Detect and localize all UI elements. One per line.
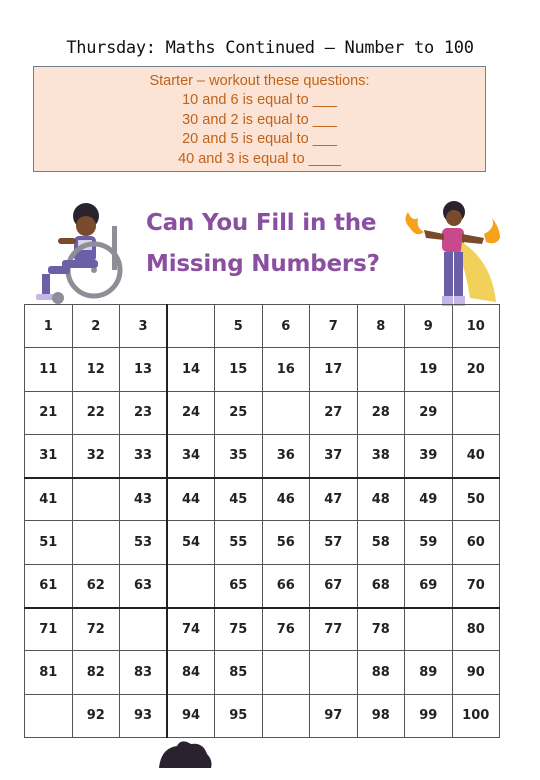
number-cell: 1 (25, 305, 73, 348)
number-cell: 7 (310, 305, 358, 348)
number-cell: 90 (452, 651, 500, 694)
number-cell: 10 (452, 305, 500, 348)
number-cell: 23 (120, 391, 168, 434)
missing-numbers-heading (146, 203, 406, 285)
number-cell: 41 (25, 478, 73, 521)
number-cell: 48 (357, 478, 405, 521)
blank-number-cell (262, 391, 310, 434)
number-cell: 82 (72, 651, 120, 694)
blank-number-cell (310, 651, 358, 694)
number-cell: 44 (167, 478, 215, 521)
number-cell: 43 (120, 478, 168, 521)
blank-number-cell (262, 694, 310, 737)
number-cell: 38 (357, 434, 405, 477)
number-cell: 68 (357, 564, 405, 607)
number-cell: 99 (405, 694, 453, 737)
number-cell: 39 (405, 434, 453, 477)
number-cell: 19 (405, 348, 453, 391)
number-cell: 56 (262, 521, 310, 564)
number-cell: 11 (25, 348, 73, 391)
number-cell: 24 (167, 391, 215, 434)
grid-row (25, 348, 500, 391)
number-cell: 46 (262, 478, 310, 521)
grid-row (25, 434, 500, 477)
number-cell: 55 (215, 521, 263, 564)
number-cell: 16 (262, 348, 310, 391)
blank-number-cell (72, 478, 120, 521)
number-cell: 72 (72, 608, 120, 651)
number-cell: 54 (167, 521, 215, 564)
number-cell: 6 (262, 305, 310, 348)
number-cell: 67 (310, 564, 358, 607)
starter-question-1: 10 and 6 is equal to ___ (182, 92, 337, 109)
number-cell: 9 (405, 305, 453, 348)
number-cell: 15 (215, 348, 263, 391)
number-cell: 49 (405, 478, 453, 521)
number-cell: 89 (405, 651, 453, 694)
number-cell: 78 (357, 608, 405, 651)
number-cell: 95 (215, 694, 263, 737)
number-cell: 28 (357, 391, 405, 434)
number-cell: 83 (120, 651, 168, 694)
number-cell: 8 (357, 305, 405, 348)
hundred-square (24, 304, 500, 738)
number-cell: 84 (167, 651, 215, 694)
number-cell: 60 (452, 521, 500, 564)
blank-number-cell (357, 348, 405, 391)
number-cell: 32 (72, 434, 120, 477)
number-cell: 80 (452, 608, 500, 651)
number-cell: 58 (357, 521, 405, 564)
number-cell: 35 (215, 434, 263, 477)
blank-number-cell (452, 391, 500, 434)
number-cell: 34 (167, 434, 215, 477)
starter-question-3: 20 and 5 is equal to ___ (182, 131, 337, 148)
blank-number-cell (72, 521, 120, 564)
number-cell: 77 (310, 608, 358, 651)
number-cell: 5 (215, 305, 263, 348)
heading-line-1: Can You Fill in the (146, 210, 377, 236)
number-cell: 88 (357, 651, 405, 694)
number-cell: 74 (167, 608, 215, 651)
blank-number-cell (25, 694, 73, 737)
grid-row (25, 608, 500, 651)
number-cell: 92 (72, 694, 120, 737)
number-cell: 25 (215, 391, 263, 434)
wheelchair-superhero-illustration (28, 200, 132, 308)
blank-number-cell (167, 564, 215, 607)
number-cell: 75 (215, 608, 263, 651)
number-cell: 20 (452, 348, 500, 391)
number-cell: 13 (120, 348, 168, 391)
number-cell: 71 (25, 608, 73, 651)
blank-number-cell (167, 305, 215, 348)
number-cell: 98 (357, 694, 405, 737)
blank-number-cell (405, 608, 453, 651)
number-cell: 40 (452, 434, 500, 477)
number-cell: 81 (25, 651, 73, 694)
number-cell: 45 (215, 478, 263, 521)
number-cell: 93 (120, 694, 168, 737)
number-cell: 53 (120, 521, 168, 564)
number-cell: 37 (310, 434, 358, 477)
number-cell: 70 (452, 564, 500, 607)
grid-row (25, 564, 500, 607)
number-cell: 66 (262, 564, 310, 607)
number-cell: 12 (72, 348, 120, 391)
starter-question-2: 30 and 2 is equal to ___ (182, 111, 337, 128)
number-cell: 36 (262, 434, 310, 477)
grid-row (25, 478, 500, 521)
blank-number-cell (262, 651, 310, 694)
number-cell: 50 (452, 478, 500, 521)
number-cell: 14 (167, 348, 215, 391)
grid-row (25, 521, 500, 564)
number-cell: 76 (262, 608, 310, 651)
heading-line-2: Missing Numbers? (146, 251, 380, 277)
number-cell: 94 (167, 694, 215, 737)
number-cell: 21 (25, 391, 73, 434)
grid-row (25, 651, 500, 694)
number-cell: 65 (215, 564, 263, 607)
number-cell: 59 (405, 521, 453, 564)
number-cell: 22 (72, 391, 120, 434)
grid-row (25, 305, 500, 348)
blank-number-cell (120, 608, 168, 651)
fire-superhero-illustration (400, 198, 504, 310)
number-cell: 63 (120, 564, 168, 607)
number-cell: 69 (405, 564, 453, 607)
number-cell: 97 (310, 694, 358, 737)
number-cell: 31 (25, 434, 73, 477)
number-cell: 29 (405, 391, 453, 434)
starter-box (33, 66, 486, 172)
number-cell: 33 (120, 434, 168, 477)
starter-question-4: 40 and 3 is equal to ____ (178, 150, 341, 167)
number-cell: 27 (310, 391, 358, 434)
starter-heading: Starter – workout these questions: (149, 73, 370, 89)
number-cell: 17 (310, 348, 358, 391)
number-cell: 57 (310, 521, 358, 564)
hair-illustration (155, 738, 215, 768)
grid-row (25, 391, 500, 434)
number-cell: 47 (310, 478, 358, 521)
number-cell: 51 (25, 521, 73, 564)
page-title: Thursday: Maths Continued – Number to 100 (66, 38, 474, 58)
grid-row (25, 694, 500, 737)
number-cell: 100 (452, 694, 500, 737)
number-cell: 61 (25, 564, 73, 607)
number-cell: 85 (215, 651, 263, 694)
number-cell: 62 (72, 564, 120, 607)
number-cell: 3 (120, 305, 168, 348)
number-cell: 2 (72, 305, 120, 348)
